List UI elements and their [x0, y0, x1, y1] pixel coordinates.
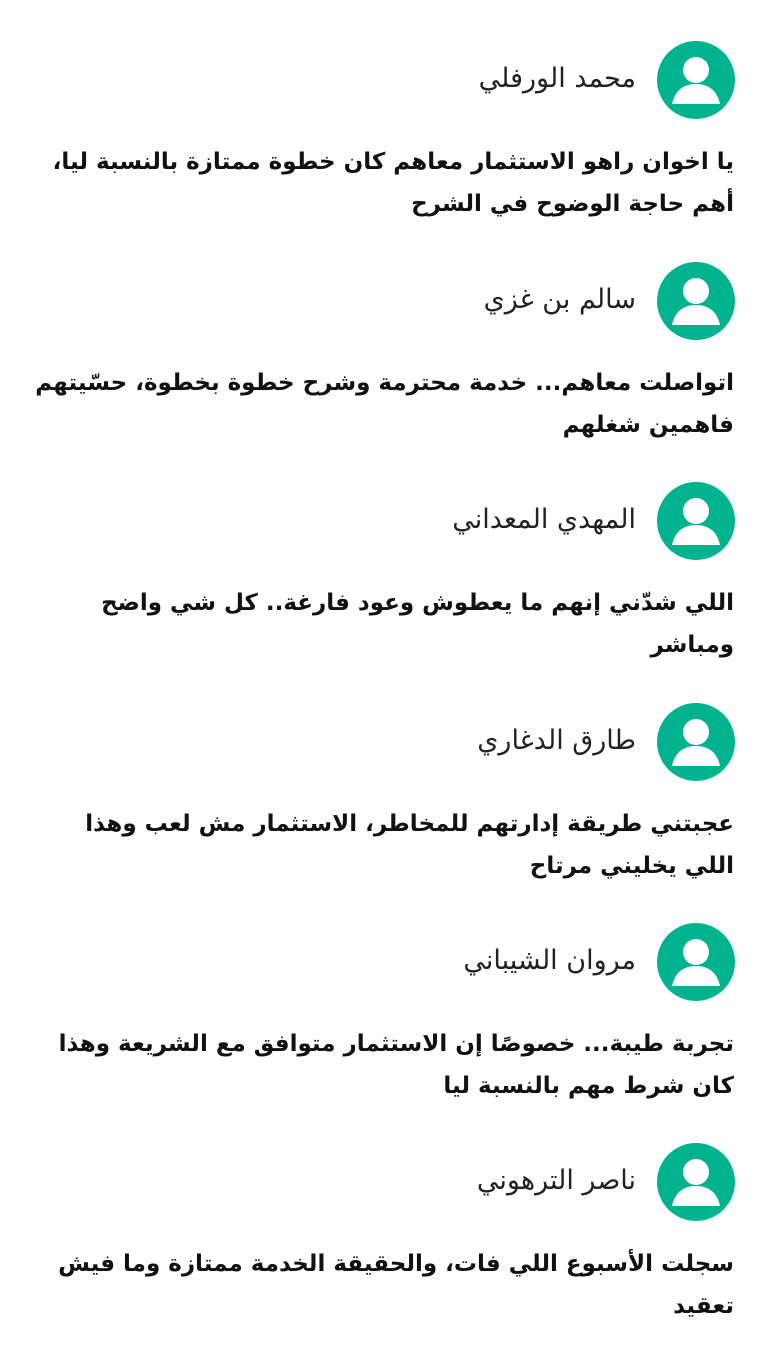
review-text: سجلت الأسبوع اللي فات، والحقيقة الخدمة ممتازة وما فيش تعقيد	[58, 1251, 734, 1319]
review-item	[0, 703, 768, 923]
review-item	[0, 923, 768, 1143]
reviewer-name: طارق الدغاري	[477, 725, 636, 756]
reviewer-name: المهدي المعداني	[452, 504, 636, 535]
user-avatar-icon	[657, 1143, 735, 1221]
review-text: تجربة طيبة... خصوصًا إن الاستثمار متوافق مع الشريعة وهذا كان شرط مهم بالنسبة ليا	[58, 1031, 734, 1099]
user-avatar-icon	[657, 482, 735, 560]
review-item	[0, 41, 768, 261]
user-avatar-icon	[657, 923, 735, 1001]
reviewer-name: ناصر الترهوني	[476, 1165, 636, 1196]
reviewer-name: سالم بن غزي	[483, 284, 636, 315]
review-item	[0, 482, 768, 702]
review-text: عجبتني طريقة إدارتهم للمخاطر، الاستثمار مش لعب وهذا اللي يخليني مرتاح	[85, 811, 734, 879]
reviewer-name: مروان الشيباني	[463, 945, 636, 976]
review-text: اتواصلت معاهم... خدمة محترمة وشرح خطوة بخطوة، حسّيتهم فاهمين شغلهم	[35, 370, 734, 438]
review-text: اللي شدّني إنهم ما يعطوش وعود فارغة.. كل شي واضح ومباشر	[101, 590, 734, 658]
review-item	[0, 1143, 768, 1363]
reviewer-name: محمد الورفلي	[478, 63, 636, 94]
user-avatar-icon	[657, 262, 735, 340]
review-text: يا اخوان راهو الاستثمار معاهم كان خطوة ممتازة بالنسبة ليا، أهم حاجة الوضوح في الشرح	[52, 149, 734, 217]
user-avatar-icon	[657, 41, 735, 119]
review-item	[0, 262, 768, 482]
user-avatar-icon	[657, 703, 735, 781]
